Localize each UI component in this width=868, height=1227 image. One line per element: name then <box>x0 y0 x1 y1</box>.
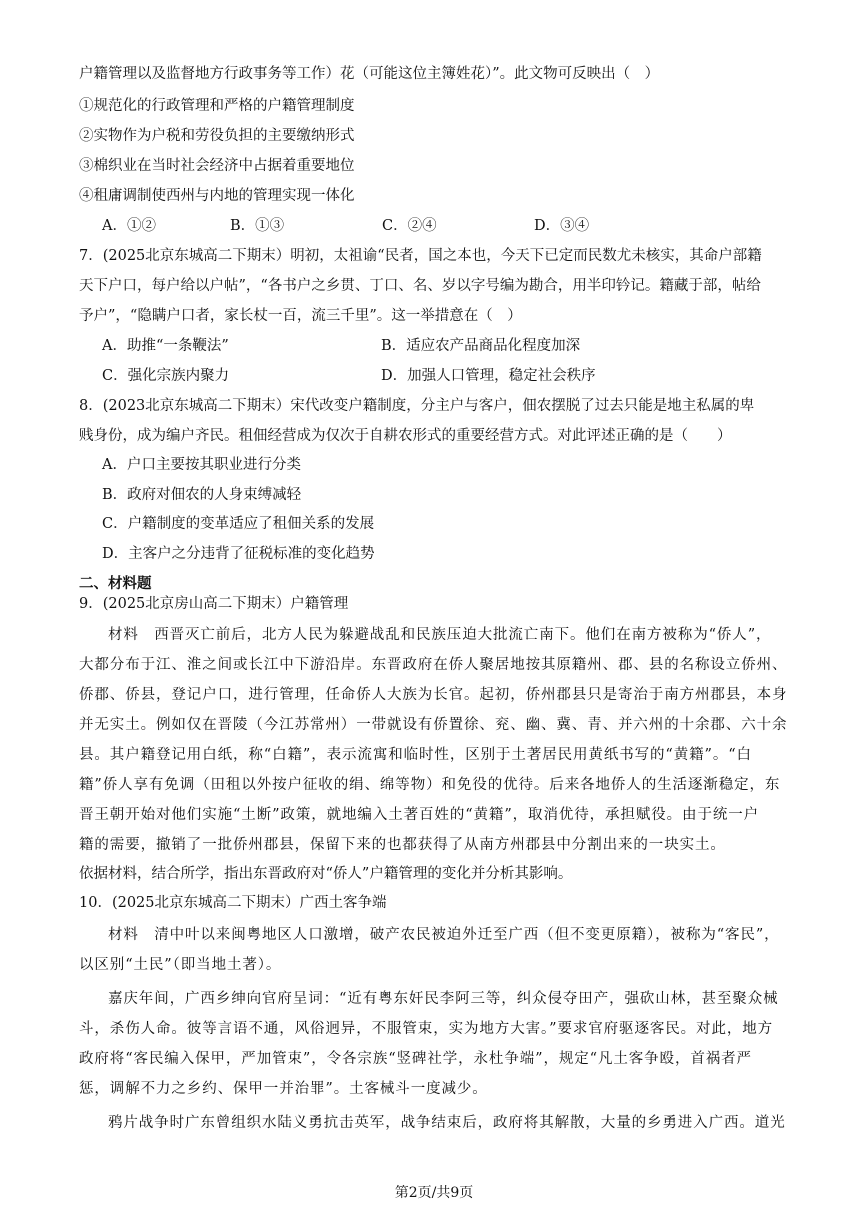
q8-stem-line-1: 8．(2023北京东城高二下期末）宋代改变户籍制度，分主户与客户，佃农摆脱了过去只能是地主私属的卑 <box>79 398 755 414</box>
q8-option-b: B．政府对佃农的人身束缚减轻 <box>102 487 302 503</box>
q10-p2-line-4: 惩，调解不力之乡约、保甲一并治罪”。土客械斗一度减少。 <box>79 1081 488 1097</box>
q8-option-a: A．户口主要按其职业进行分类 <box>102 457 301 473</box>
q9-material-line-2: 大都分布于江、淮之间或长江中下游沿岸。东晋政府在侨人聚居地按其原籍州、郡、县的名称设立侨州、 <box>79 657 788 673</box>
q6-item-2: ②实物作为户税和劳役负担的主要缴纳形式 <box>79 128 355 144</box>
q7-stem-line-3: 予户”，“隐瞒户口者，家长杖一百，流三千里”。这一举措意在（ ） <box>79 308 522 324</box>
q10-p2-line-2: 斗，杀伤人命。彼等言语不通，风俗迥异，不服管束，实为地方大害。”要求官府驱逐客民。对此，地方 <box>79 1021 774 1037</box>
q9-material-line-4: 并无实土。例如仅在晋陵（今江苏常州）一带就设有侨置徐、兖、幽、冀、青、并六州的十余郡、六十余 <box>79 717 788 733</box>
q9-material-line-7: 晋王朝开始对他们实施“土断”政策，就地编入土著百姓的“黄籍”，取消优待，承担赋役。由于统一户 <box>79 807 760 823</box>
q6-item-3: ③棉织业在当时社会经济中占据着重要地位 <box>79 158 355 174</box>
q9-question: 依据材料，结合所学，指出东晋政府对“侨人”户籍管理的变化并分析其影响。 <box>79 866 573 882</box>
section-heading: 二、材料题 <box>79 576 152 592</box>
q7-stem-line-1: 7．(2025北京东城高二下期末）明初，太祖谕“民者，国之本也，今天下已定而民数尤未核实，其命户部籍 <box>79 248 762 264</box>
q6-item-1: ①规范化的行政管理和严格的户籍管理制度 <box>79 98 355 114</box>
q6-option-c: C．②④ <box>382 218 437 234</box>
q6-option-a: A．①② <box>102 218 156 234</box>
q9-material-line-1: 材料 西晋灭亡前后，北方人民为躲避战乱和民族压迫大批流亡南下。他们在南方被称为“侨人”， <box>108 627 772 643</box>
q6-option-d: D．③④ <box>534 218 590 234</box>
q8-stem-line-2: 贱身份，成为编户齐民。租佃经营成为仅次于自耕农形式的重要经营方式。对此评述正确的是（ ） <box>79 428 732 444</box>
q7-option-b: B．适应农产品商品化程度加深 <box>381 338 581 354</box>
q7-stem-line-2: 天下户口，每户给以户帖”，“各书户之乡贯、丁口、名、岁以字号编为勘合，用半印钤记。籍藏于部，帖给 <box>79 278 761 294</box>
q6-item-4: ④租庸调制使西州与内地的管理实现一体化 <box>79 188 355 204</box>
q7-option-c: C．强化宗族内聚力 <box>102 368 230 384</box>
q10-p1-line-2: 以区别“土民”（即当地土著）。 <box>79 957 282 973</box>
q8-option-c: C．户籍制度的变革适应了租佃关系的发展 <box>102 516 375 532</box>
q10-title: 10．(2025北京东城高二下期末）广西土客争端 <box>79 895 387 911</box>
q9-title: 9．(2025北京房山高二下期末）户籍管理 <box>79 596 349 612</box>
q7-option-a: A．助推“一条鞭法” <box>102 338 229 354</box>
q10-p3-line-1: 鸦片战争时广东曾组织水陆义勇抗击英军，战争结束后，政府将其解散，大量的乡勇进入广西。道光 <box>108 1115 786 1131</box>
q6-option-b: B．①③ <box>230 218 285 234</box>
page-footer: 第2页/共9页 <box>394 1185 474 1201</box>
q9-material-line-6: 籍”侨人享有免调（田租以外按户征收的绢、绵等物）和免役的优待。后来各地侨人的生活逐渐稳定，东 <box>79 777 781 793</box>
q10-p2-line-3: 政府将“客民编入保甲，严加管束”，令各宗族“竖碑社学，永杜争端”，规定“凡土客争殴，首祸者严 <box>79 1051 752 1067</box>
q9-material-line-8: 籍的需要，撤销了一批侨州郡县，保留下来的也都获得了从南方州郡县中分割出来的一块实土。 <box>79 837 726 853</box>
q7-option-d: D．加强人口管理，稳定社会秩序 <box>381 368 596 384</box>
q8-option-d: D．主客户之分违背了征税标准的变化趋势 <box>102 546 375 562</box>
q10-p2-line-1: 嘉庆年间，广西乡绅向官府呈词：“近有粤东奸民李阿三等，纠众侵夺田产，强砍山林，甚至聚众械 <box>108 991 779 1007</box>
q6-stem-tail: 户籍管理以及监督地方行政事务等工作）花（可能这位主簿姓花）”。此文物可反映出（ ） <box>79 66 660 82</box>
q9-material-line-5: 县。其户籍登记用白纸，称“白籍”，表示流寓和临时性，区别于土著居民用黄纸书写的“黄籍”。“白 <box>79 747 752 763</box>
q10-p1-line-1: 材料 清中叶以来闽粤地区人口激增，破产农民被迫外迁至广西（但不变更原籍），被称为“客民”， <box>108 927 780 943</box>
q9-material-line-3: 侨郡、侨县，登记户口，进行管理，任命侨人大族为长官。起初，侨州郡县只是寄治于南方州郡县，本身 <box>79 687 788 703</box>
